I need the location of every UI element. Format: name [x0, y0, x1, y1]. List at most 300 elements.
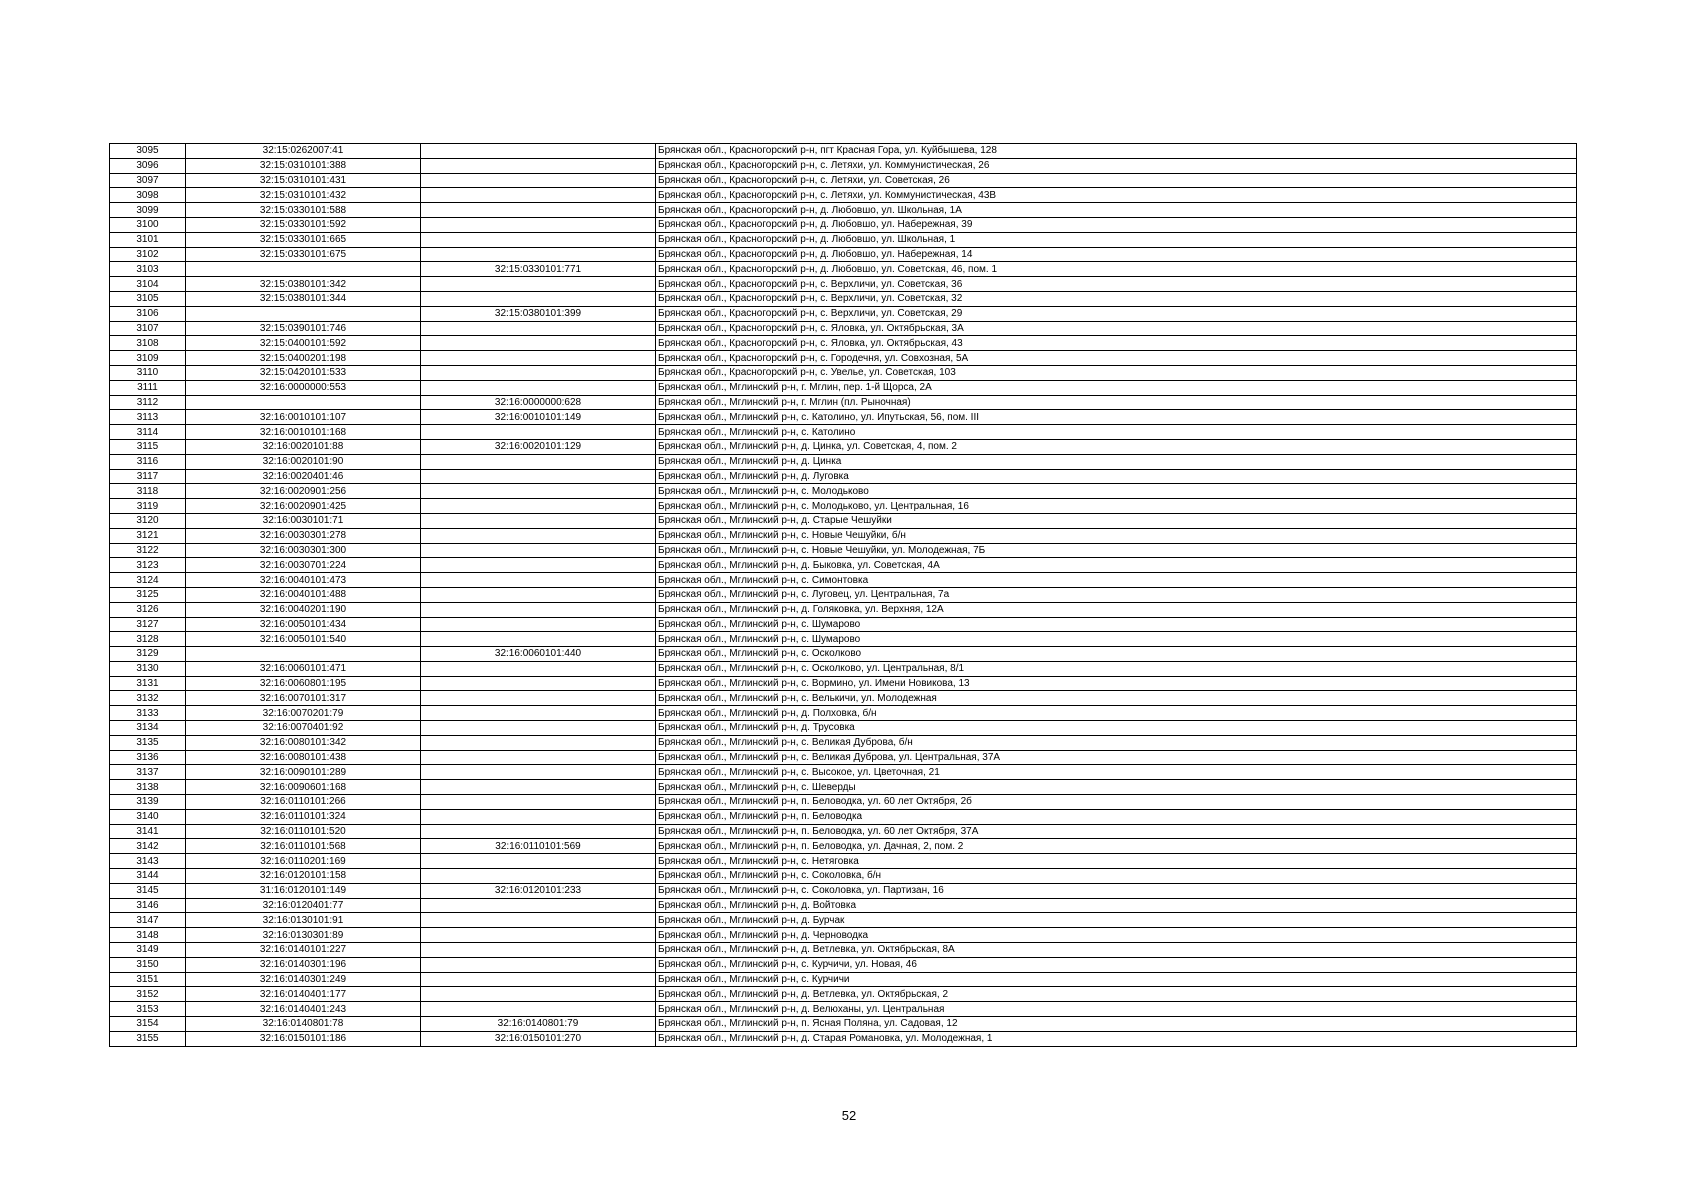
row-number-cell: 3136 [110, 750, 186, 765]
address-cell: Брянская обл., Мглинский р-н, п. Беловодка [656, 809, 1577, 824]
related-cadastral-number-cell: 32:16:0120101:233 [421, 883, 656, 898]
row-number-cell: 3104 [110, 277, 186, 292]
address-cell: Брянская обл., Красногорский р-н, д. Любовшо, ул. Советская, 46, пом. 1 [656, 262, 1577, 277]
address-cell: Брянская обл., Мглинский р-н, с. Соколовка, б/н [656, 869, 1577, 884]
cadastral-number-cell: 32:16:0140301:249 [186, 972, 421, 987]
related-cadastral-number-cell [421, 809, 656, 824]
table-row [110, 735, 1577, 750]
address-cell: Брянская обл., Мглинский р-н, д. Цинка [656, 454, 1577, 469]
table-row [110, 824, 1577, 839]
address-cell: Брянская обл., Мглинский р-н, д. Бурчак [656, 913, 1577, 928]
cadastral-number-cell [186, 395, 421, 410]
address-cell: Брянская обл., Мглинский р-н, д. Трусовка [656, 721, 1577, 736]
row-number-cell: 3150 [110, 957, 186, 972]
row-number-cell: 3112 [110, 395, 186, 410]
address-cell: Брянская обл., Мглинский р-н, с. Курчичи [656, 972, 1577, 987]
table-row [110, 217, 1577, 232]
table-row [110, 617, 1577, 632]
address-cell: Брянская обл., Мглинский р-н, с. Велькичи, ул. Молодежная [656, 691, 1577, 706]
cadastral-number-cell: 32:16:0130301:89 [186, 928, 421, 943]
address-cell: Брянская обл., Мглинский р-н, д. Быковка, ул. Советская, 4А [656, 558, 1577, 573]
table-row [110, 558, 1577, 573]
table-row [110, 706, 1577, 721]
related-cadastral-number-cell [421, 1002, 656, 1017]
row-number-cell: 3134 [110, 721, 186, 736]
related-cadastral-number-cell [421, 706, 656, 721]
related-cadastral-number-cell [421, 217, 656, 232]
address-cell: Брянская обл., Красногорский р-н, пгт Красная Гора, ул. Куйбышева, 128 [656, 144, 1577, 159]
table-row [110, 647, 1577, 662]
related-cadastral-number-cell [421, 676, 656, 691]
address-cell: Брянская обл., Красногорский р-н, с. Верхличи, ул. Советская, 32 [656, 291, 1577, 306]
row-number-cell: 3096 [110, 158, 186, 173]
cadastral-number-cell: 32:15:0390101:746 [186, 321, 421, 336]
table-row [110, 661, 1577, 676]
related-cadastral-number-cell: 32:16:0060101:440 [421, 647, 656, 662]
related-cadastral-number-cell [421, 484, 656, 499]
related-cadastral-number-cell [421, 617, 656, 632]
table-row [110, 913, 1577, 928]
row-number-cell: 3121 [110, 528, 186, 543]
table-row [110, 262, 1577, 277]
cadastral-number-cell: 32:16:0020901:425 [186, 499, 421, 514]
address-cell: Брянская обл., Мглинский р-н, д. Цинка, ул. Советская, 4, пом. 2 [656, 439, 1577, 454]
row-number-cell: 3146 [110, 898, 186, 913]
cadastral-number-cell: 32:16:0130101:91 [186, 913, 421, 928]
cadastral-number-cell: 32:16:0040101:473 [186, 573, 421, 588]
address-cell: Брянская обл., Мглинский р-н, д. Голяковка, ул. Верхняя, 12А [656, 602, 1577, 617]
address-cell: Брянская обл., Мглинский р-н, с. Шеверды [656, 780, 1577, 795]
related-cadastral-number-cell [421, 380, 656, 395]
address-cell: Брянская обл., Мглинский р-н, с. Молодьково, ул. Центральная, 16 [656, 499, 1577, 514]
row-number-cell: 3122 [110, 543, 186, 558]
table-row [110, 321, 1577, 336]
cadastral-number-cell: 32:16:0060801:195 [186, 676, 421, 691]
table-row [110, 454, 1577, 469]
table-row [110, 351, 1577, 366]
related-cadastral-number-cell [421, 957, 656, 972]
related-cadastral-number-cell [421, 602, 656, 617]
address-cell: Брянская обл., Мглинский р-н, с. Молодьково [656, 484, 1577, 499]
row-number-cell: 3152 [110, 987, 186, 1002]
table-row [110, 691, 1577, 706]
cadastral-number-cell: 32:16:0140401:177 [186, 987, 421, 1002]
address-cell: Брянская обл., Мглинский р-н, д. Полховка, б/н [656, 706, 1577, 721]
cadastral-number-cell [186, 647, 421, 662]
cadastral-number-cell: 32:16:0030101:71 [186, 513, 421, 528]
table-row [110, 721, 1577, 736]
related-cadastral-number-cell [421, 765, 656, 780]
row-number-cell: 3123 [110, 558, 186, 573]
cadastral-number-cell: 32:15:0330101:675 [186, 247, 421, 262]
cadastral-number-cell: 32:16:0000000:553 [186, 380, 421, 395]
cadastral-number-cell: 32:16:0090101:289 [186, 765, 421, 780]
table-row [110, 795, 1577, 810]
row-number-cell: 3113 [110, 410, 186, 425]
table-row [110, 173, 1577, 188]
cadastral-number-cell [186, 306, 421, 321]
related-cadastral-number-cell: 32:16:0020101:129 [421, 439, 656, 454]
row-number-cell: 3103 [110, 262, 186, 277]
row-number-cell: 3148 [110, 928, 186, 943]
table-row [110, 780, 1577, 795]
row-number-cell: 3141 [110, 824, 186, 839]
address-cell: Брянская обл., Мглинский р-н, с. Симонтовка [656, 573, 1577, 588]
row-number-cell: 3137 [110, 765, 186, 780]
row-number-cell: 3106 [110, 306, 186, 321]
address-cell: Брянская обл., Мглинский р-н, с. Высокое, ул. Цветочная, 21 [656, 765, 1577, 780]
table-row [110, 425, 1577, 440]
table-row [110, 765, 1577, 780]
related-cadastral-number-cell [421, 469, 656, 484]
row-number-cell: 3132 [110, 691, 186, 706]
row-number-cell: 3099 [110, 203, 186, 218]
related-cadastral-number-cell [421, 661, 656, 676]
address-cell: Брянская обл., Мглинский р-н, д. Войтовка [656, 898, 1577, 913]
cadastral-number-cell: 32:16:0020901:256 [186, 484, 421, 499]
row-number-cell: 3154 [110, 1017, 186, 1032]
row-number-cell: 3142 [110, 839, 186, 854]
related-cadastral-number-cell [421, 943, 656, 958]
row-number-cell: 3151 [110, 972, 186, 987]
address-cell: Брянская обл., Красногорский р-н, д. Любовшо, ул. Школьная, 1 [656, 232, 1577, 247]
related-cadastral-number-cell: 32:16:0110101:569 [421, 839, 656, 854]
address-cell: Брянская обл., Мглинский р-н, д. Черноводка [656, 928, 1577, 943]
related-cadastral-number-cell [421, 336, 656, 351]
address-cell: Брянская обл., Красногорский р-н, с. Верхличи, ул. Советская, 36 [656, 277, 1577, 292]
related-cadastral-number-cell [421, 750, 656, 765]
row-number-cell: 3110 [110, 365, 186, 380]
related-cadastral-number-cell [421, 558, 656, 573]
cadastral-number-cell: 32:16:0020401:46 [186, 469, 421, 484]
table-row [110, 1017, 1577, 1032]
row-number-cell: 3117 [110, 469, 186, 484]
related-cadastral-number-cell [421, 928, 656, 943]
table-row [110, 291, 1577, 306]
table-row [110, 232, 1577, 247]
table-row [110, 410, 1577, 425]
address-cell: Брянская обл., Красногорский р-н, с. Увелье, ул. Советская, 103 [656, 365, 1577, 380]
row-number-cell: 3128 [110, 632, 186, 647]
table-row [110, 306, 1577, 321]
cadastral-number-cell: 32:16:0060101:471 [186, 661, 421, 676]
table-row [110, 247, 1577, 262]
address-cell: Брянская обл., Мглинский р-н, с. Новые Чешуйки, ул. Молодежная, 7Б [656, 543, 1577, 558]
row-number-cell: 3108 [110, 336, 186, 351]
table-row [110, 750, 1577, 765]
address-cell: Брянская обл., Мглинский р-н, с. Великая Дуброва, ул. Центральная, 37А [656, 750, 1577, 765]
cadastral-number-cell: 32:16:0140401:243 [186, 1002, 421, 1017]
related-cadastral-number-cell [421, 277, 656, 292]
table-row [110, 1002, 1577, 1017]
cadastral-number-cell: 32:16:0020101:90 [186, 454, 421, 469]
cadastral-number-cell: 32:15:0420101:533 [186, 365, 421, 380]
related-cadastral-number-cell [421, 454, 656, 469]
table-row [110, 839, 1577, 854]
cadastral-number-cell: 32:16:0010101:168 [186, 425, 421, 440]
cadastral-number-cell: 32:15:0330101:588 [186, 203, 421, 218]
table-row [110, 972, 1577, 987]
row-number-cell: 3139 [110, 795, 186, 810]
table-row [110, 809, 1577, 824]
address-cell: Брянская обл., Мглинский р-н, д. Старые Чешуйки [656, 513, 1577, 528]
related-cadastral-number-cell [421, 780, 656, 795]
table-row [110, 203, 1577, 218]
table-row [110, 144, 1577, 159]
row-number-cell: 3127 [110, 617, 186, 632]
address-cell: Брянская обл., Мглинский р-н, с. Шумарово [656, 617, 1577, 632]
row-number-cell: 3129 [110, 647, 186, 662]
address-cell: Брянская обл., Мглинский р-н, с. Католино, ул. Ипутьская, 56, пом. III [656, 410, 1577, 425]
table-row [110, 883, 1577, 898]
table-row [110, 158, 1577, 173]
address-cell: Брянская обл., Красногорский р-н, с. Городечня, ул. Совхозная, 5А [656, 351, 1577, 366]
table-row [110, 1031, 1577, 1046]
related-cadastral-number-cell [421, 735, 656, 750]
cadastral-number-cell: 32:15:0400101:592 [186, 336, 421, 351]
cadastral-number-cell [186, 262, 421, 277]
cadastral-number-cell: 32:15:0262007:41 [186, 144, 421, 159]
table-row [110, 380, 1577, 395]
address-cell: Брянская обл., Красногорский р-н, с. Летяхи, ул. Советская, 26 [656, 173, 1577, 188]
address-cell: Брянская обл., Мглинский р-н, с. Осколково [656, 647, 1577, 662]
table-row [110, 602, 1577, 617]
related-cadastral-number-cell [421, 573, 656, 588]
table-row [110, 898, 1577, 913]
table-row [110, 188, 1577, 203]
related-cadastral-number-cell: 32:16:0150101:270 [421, 1031, 656, 1046]
related-cadastral-number-cell [421, 972, 656, 987]
address-cell: Брянская обл., Мглинский р-н, п. Ясная Поляна, ул. Садовая, 12 [656, 1017, 1577, 1032]
related-cadastral-number-cell [421, 203, 656, 218]
table-row [110, 528, 1577, 543]
address-cell: Брянская обл., Мглинский р-н, с. Великая Дуброва, б/н [656, 735, 1577, 750]
table-row [110, 676, 1577, 691]
related-cadastral-number-cell [421, 913, 656, 928]
related-cadastral-number-cell [421, 898, 656, 913]
related-cadastral-number-cell [421, 691, 656, 706]
related-cadastral-number-cell: 32:16:0010101:149 [421, 410, 656, 425]
table-row [110, 928, 1577, 943]
table-row [110, 543, 1577, 558]
cadastral-number-cell: 32:16:0070201:79 [186, 706, 421, 721]
row-number-cell: 3102 [110, 247, 186, 262]
address-cell: Брянская обл., Мглинский р-н, д. Луговка [656, 469, 1577, 484]
table-row [110, 957, 1577, 972]
related-cadastral-number-cell [421, 232, 656, 247]
row-number-cell: 3138 [110, 780, 186, 795]
address-cell: Брянская обл., Мглинский р-н, п. Беловодка, ул. 60 лет Октября, 37А [656, 824, 1577, 839]
row-number-cell: 3100 [110, 217, 186, 232]
row-number-cell: 3116 [110, 454, 186, 469]
cadastral-number-cell: 32:16:0040101:488 [186, 587, 421, 602]
table-row [110, 439, 1577, 454]
cadastral-number-cell: 32:16:0110201:169 [186, 854, 421, 869]
address-cell: Брянская обл., Мглинский р-н, с. Шумарово [656, 632, 1577, 647]
row-number-cell: 3131 [110, 676, 186, 691]
cadastral-number-cell: 32:16:0030701:224 [186, 558, 421, 573]
related-cadastral-number-cell [421, 632, 656, 647]
table-row [110, 854, 1577, 869]
related-cadastral-number-cell [421, 188, 656, 203]
related-cadastral-number-cell [421, 291, 656, 306]
row-number-cell: 3140 [110, 809, 186, 824]
related-cadastral-number-cell [421, 247, 656, 262]
table-row [110, 365, 1577, 380]
registry-table-body [110, 144, 1577, 1047]
table-row [110, 573, 1577, 588]
address-cell: Брянская обл., Красногорский р-н, с. Верхличи, ул. Советская, 29 [656, 306, 1577, 321]
related-cadastral-number-cell [421, 425, 656, 440]
row-number-cell: 3120 [110, 513, 186, 528]
row-number-cell: 3119 [110, 499, 186, 514]
cadastral-number-cell: 32:15:0330101:665 [186, 232, 421, 247]
row-number-cell: 3130 [110, 661, 186, 676]
cadastral-number-cell: 32:16:0050101:540 [186, 632, 421, 647]
address-cell: Брянская обл., Красногорский р-н, д. Любовшо, ул. Набережная, 39 [656, 217, 1577, 232]
cadastral-number-cell: 32:15:0310101:388 [186, 158, 421, 173]
cadastral-number-cell: 32:16:0070401:92 [186, 721, 421, 736]
cadastral-number-cell: 32:15:0400201:198 [186, 351, 421, 366]
related-cadastral-number-cell [421, 528, 656, 543]
cadastral-number-cell: 32:16:0040201:190 [186, 602, 421, 617]
related-cadastral-number-cell [421, 795, 656, 810]
cadastral-number-cell: 32:16:0110101:266 [186, 795, 421, 810]
row-number-cell: 3101 [110, 232, 186, 247]
related-cadastral-number-cell [421, 158, 656, 173]
related-cadastral-number-cell [421, 499, 656, 514]
row-number-cell: 3144 [110, 869, 186, 884]
cadastral-number-cell: 32:16:0070101:317 [186, 691, 421, 706]
cadastral-number-cell: 32:16:0030301:278 [186, 528, 421, 543]
table-row [110, 632, 1577, 647]
row-number-cell: 3095 [110, 144, 186, 159]
address-cell: Брянская обл., Мглинский р-н, д. Велюханы, ул. Центральная [656, 1002, 1577, 1017]
row-number-cell: 3153 [110, 1002, 186, 1017]
row-number-cell: 3147 [110, 913, 186, 928]
related-cadastral-number-cell [421, 824, 656, 839]
property-registry-table [109, 143, 1577, 1047]
address-cell: Брянская обл., Мглинский р-н, п. Беловодка, ул. 60 лет Октября, 2б [656, 795, 1577, 810]
cadastral-number-cell: 32:16:0140101:227 [186, 943, 421, 958]
cadastral-number-cell: 32:16:0020101:88 [186, 439, 421, 454]
cadastral-number-cell: 32:16:0120401:77 [186, 898, 421, 913]
row-number-cell: 3115 [110, 439, 186, 454]
related-cadastral-number-cell [421, 587, 656, 602]
related-cadastral-number-cell: 32:16:0140801:79 [421, 1017, 656, 1032]
related-cadastral-number-cell [421, 543, 656, 558]
cadastral-number-cell: 32:16:0140801:78 [186, 1017, 421, 1032]
table-row [110, 499, 1577, 514]
related-cadastral-number-cell [421, 869, 656, 884]
table-row [110, 513, 1577, 528]
row-number-cell: 3125 [110, 587, 186, 602]
table-row [110, 469, 1577, 484]
cadastral-number-cell: 32:16:0140301:196 [186, 957, 421, 972]
table-row [110, 395, 1577, 410]
table-row [110, 869, 1577, 884]
row-number-cell: 3105 [110, 291, 186, 306]
row-number-cell: 3143 [110, 854, 186, 869]
table-row [110, 943, 1577, 958]
cadastral-number-cell: 32:16:0010101:107 [186, 410, 421, 425]
cadastral-number-cell: 32:16:0030301:300 [186, 543, 421, 558]
address-cell: Брянская обл., Мглинский р-н, с. Луговец, ул. Центральная, 7а [656, 587, 1577, 602]
address-cell: Брянская обл., Мглинский р-н, с. Курчичи, ул. Новая, 46 [656, 957, 1577, 972]
related-cadastral-number-cell [421, 173, 656, 188]
cadastral-number-cell: 32:16:0050101:434 [186, 617, 421, 632]
related-cadastral-number-cell [421, 721, 656, 736]
cadastral-number-cell: 32:15:0330101:592 [186, 217, 421, 232]
related-cadastral-number-cell [421, 987, 656, 1002]
address-cell: Брянская обл., Мглинский р-н, д. Ветлевка, ул. Октябрьская, 2 [656, 987, 1577, 1002]
row-number-cell: 3098 [110, 188, 186, 203]
page-number: 52 [841, 1108, 857, 1123]
cadastral-number-cell: 32:15:0380101:344 [186, 291, 421, 306]
address-cell: Брянская обл., Красногорский р-н, д. Любовшо, ул. Набережная, 14 [656, 247, 1577, 262]
row-number-cell: 3126 [110, 602, 186, 617]
address-cell: Брянская обл., Мглинский р-н, с. Соколовка, ул. Партизан, 16 [656, 883, 1577, 898]
row-number-cell: 3097 [110, 173, 186, 188]
table-row [110, 336, 1577, 351]
cadastral-number-cell: 31:16:0120101:149 [186, 883, 421, 898]
related-cadastral-number-cell: 32:16:0000000:628 [421, 395, 656, 410]
table-row [110, 987, 1577, 1002]
table-row [110, 587, 1577, 602]
address-cell: Брянская обл., Мглинский р-н, г. Мглин (пл. Рыночная) [656, 395, 1577, 410]
cadastral-number-cell: 32:15:0310101:431 [186, 173, 421, 188]
cadastral-number-cell: 32:16:0080101:342 [186, 735, 421, 750]
cadastral-number-cell: 32:16:0090601:168 [186, 780, 421, 795]
address-cell: Брянская обл., Мглинский р-н, с. Новые Чешуйки, б/н [656, 528, 1577, 543]
row-number-cell: 3133 [110, 706, 186, 721]
table-row [110, 277, 1577, 292]
related-cadastral-number-cell: 32:15:0380101:399 [421, 306, 656, 321]
row-number-cell: 3135 [110, 735, 186, 750]
address-cell: Брянская обл., Красногорский р-н, с. Летяхи, ул. Коммунистическая, 43В [656, 188, 1577, 203]
related-cadastral-number-cell [421, 513, 656, 528]
row-number-cell: 3118 [110, 484, 186, 499]
address-cell: Брянская обл., Красногорский р-н, с. Летяхи, ул. Коммунистическая, 26 [656, 158, 1577, 173]
row-number-cell: 3145 [110, 883, 186, 898]
related-cadastral-number-cell [421, 365, 656, 380]
cadastral-number-cell: 32:15:0310101:432 [186, 188, 421, 203]
address-cell: Брянская обл., Мглинский р-н, с. Нетяговка [656, 854, 1577, 869]
cadastral-number-cell: 32:16:0110101:520 [186, 824, 421, 839]
cadastral-number-cell: 32:16:0150101:186 [186, 1031, 421, 1046]
cadastral-number-cell: 32:16:0080101:438 [186, 750, 421, 765]
cadastral-number-cell: 32:16:0110101:568 [186, 839, 421, 854]
row-number-cell: 3111 [110, 380, 186, 395]
cadastral-number-cell: 32:16:0120101:158 [186, 869, 421, 884]
related-cadastral-number-cell [421, 351, 656, 366]
address-cell: Брянская обл., Мглинский р-н, д. Ветлевка, ул. Октябрьская, 8А [656, 943, 1577, 958]
related-cadastral-number-cell [421, 854, 656, 869]
table-row [110, 484, 1577, 499]
row-number-cell: 3114 [110, 425, 186, 440]
address-cell: Брянская обл., Мглинский р-н, с. Католино [656, 425, 1577, 440]
address-cell: Брянская обл., Мглинский р-н, с. Вормино, ул. Имени Новикова, 13 [656, 676, 1577, 691]
cadastral-number-cell: 32:15:0380101:342 [186, 277, 421, 292]
address-cell: Брянская обл., Красногорский р-н, с. Яловка, ул. Октябрьская, 43 [656, 336, 1577, 351]
row-number-cell: 3155 [110, 1031, 186, 1046]
related-cadastral-number-cell: 32:15:0330101:771 [421, 262, 656, 277]
address-cell: Брянская обл., Мглинский р-н, с. Осколково, ул. Центральная, 8/1 [656, 661, 1577, 676]
address-cell: Брянская обл., Красногорский р-н, д. Любовшо, ул. Школьная, 1А [656, 203, 1577, 218]
row-number-cell: 3107 [110, 321, 186, 336]
address-cell: Брянская обл., Мглинский р-н, п. Беловодка, ул. Дачная, 2, пом. 2 [656, 839, 1577, 854]
row-number-cell: 3149 [110, 943, 186, 958]
